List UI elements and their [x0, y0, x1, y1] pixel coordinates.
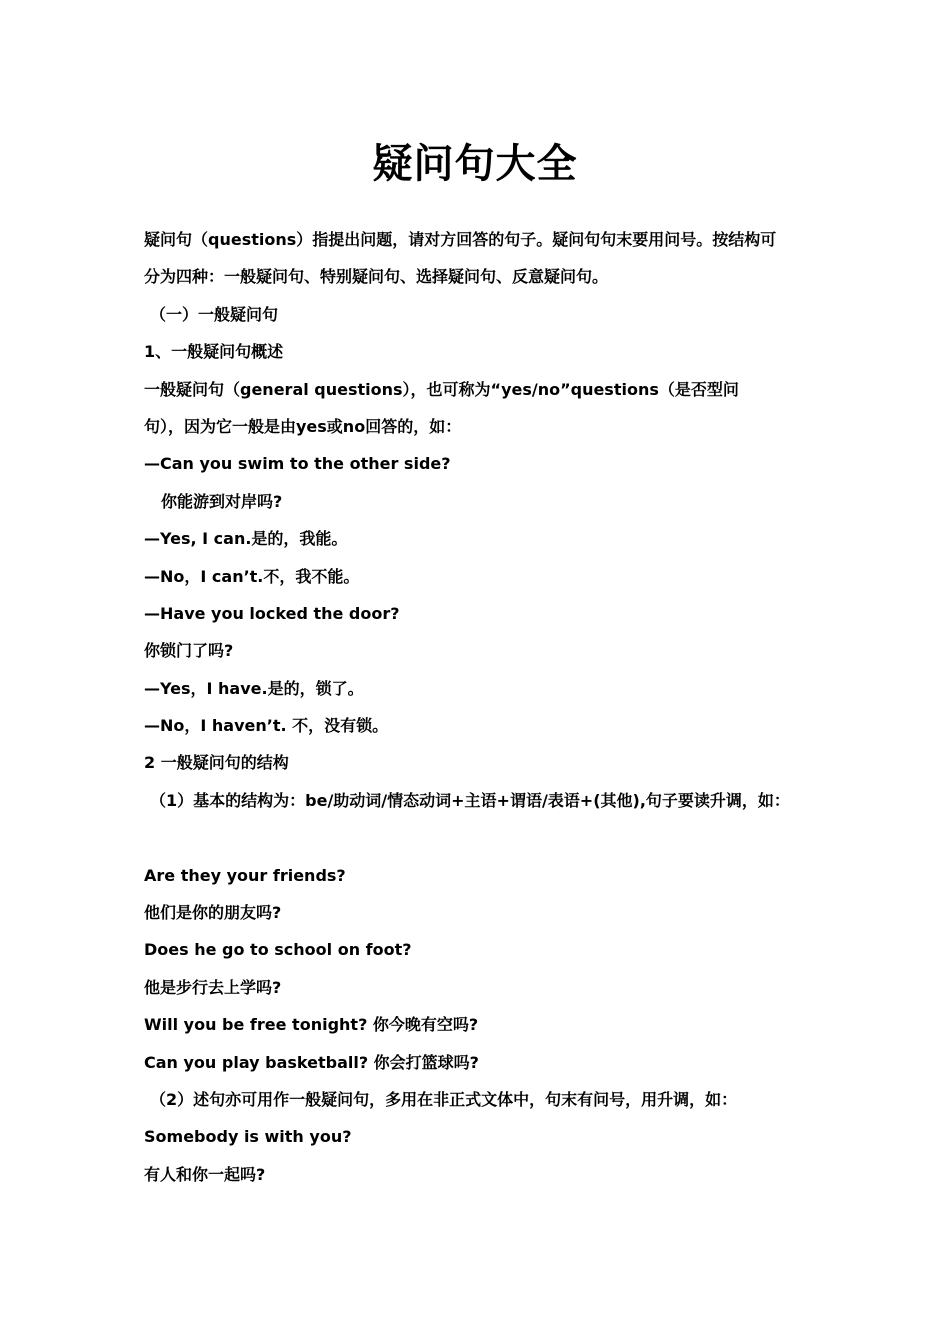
paragraph-line: 一般疑问句（general questions），也可称为“yes/no”questions（是否型问	[144, 379, 739, 399]
subsection-heading: 1、一般疑问句概述	[144, 342, 284, 362]
paragraph-line: （2）述句亦可用作一般疑问句，多用在非正式文体中，句末有问号，用升调，如：	[150, 1089, 738, 1109]
example-line: —No，I can’t.不，我不能。	[144, 566, 360, 586]
paragraph-line: （1）基本的结构为：be/助动词/情态动词+主语+谓语/表语+(其他),句子要读升调，如：	[150, 790, 790, 810]
example-translation: 你锁门了吗?	[144, 641, 234, 661]
example-line: Somebody is with you?	[144, 1127, 352, 1147]
example-translation: 你能游到对岸吗?	[161, 491, 283, 511]
example-translation: 他们是你的朋友吗?	[144, 903, 282, 923]
example-line: —No，I haven’t. 不，没有锁。	[144, 716, 389, 736]
example-line: Can you play basketball? 你会打篮球吗?	[144, 1052, 479, 1072]
paragraph-line: 分为四种：一般疑问句、特别疑问句、选择疑问句、反意疑问句。	[144, 267, 609, 287]
example-translation: 他是步行去上学吗?	[144, 977, 282, 997]
subsection-heading: 2 一般疑问句的结构	[144, 753, 289, 773]
paragraph-line: 疑问句（questions）指提出问题，请对方回答的句子。疑问句句末要用问号。按结构可	[144, 230, 777, 249]
example-line: Are they your friends?	[144, 865, 346, 885]
section-heading: （一）一般疑问句	[150, 304, 279, 324]
example-line: —Can you swim to the other side?	[144, 454, 451, 474]
example-translation: 有人和你一起吗?	[144, 1164, 266, 1184]
document-body	[144, 221, 834, 1193]
document-title: 疑问句大全	[372, 141, 578, 187]
example-line: Will you be free tonight? 你今晚有空吗?	[144, 1015, 479, 1035]
blank-line	[144, 819, 834, 856]
example-line: —Have you locked the door?	[144, 603, 400, 623]
example-line: —Yes，I have.是的，锁了。	[144, 678, 364, 698]
example-line: —Yes, I can.是的，我能。	[144, 529, 348, 549]
example-line: Does he go to school on foot?	[144, 940, 412, 960]
paragraph-line: 句），因为它一般是由yes或no回答的，如：	[144, 416, 462, 436]
